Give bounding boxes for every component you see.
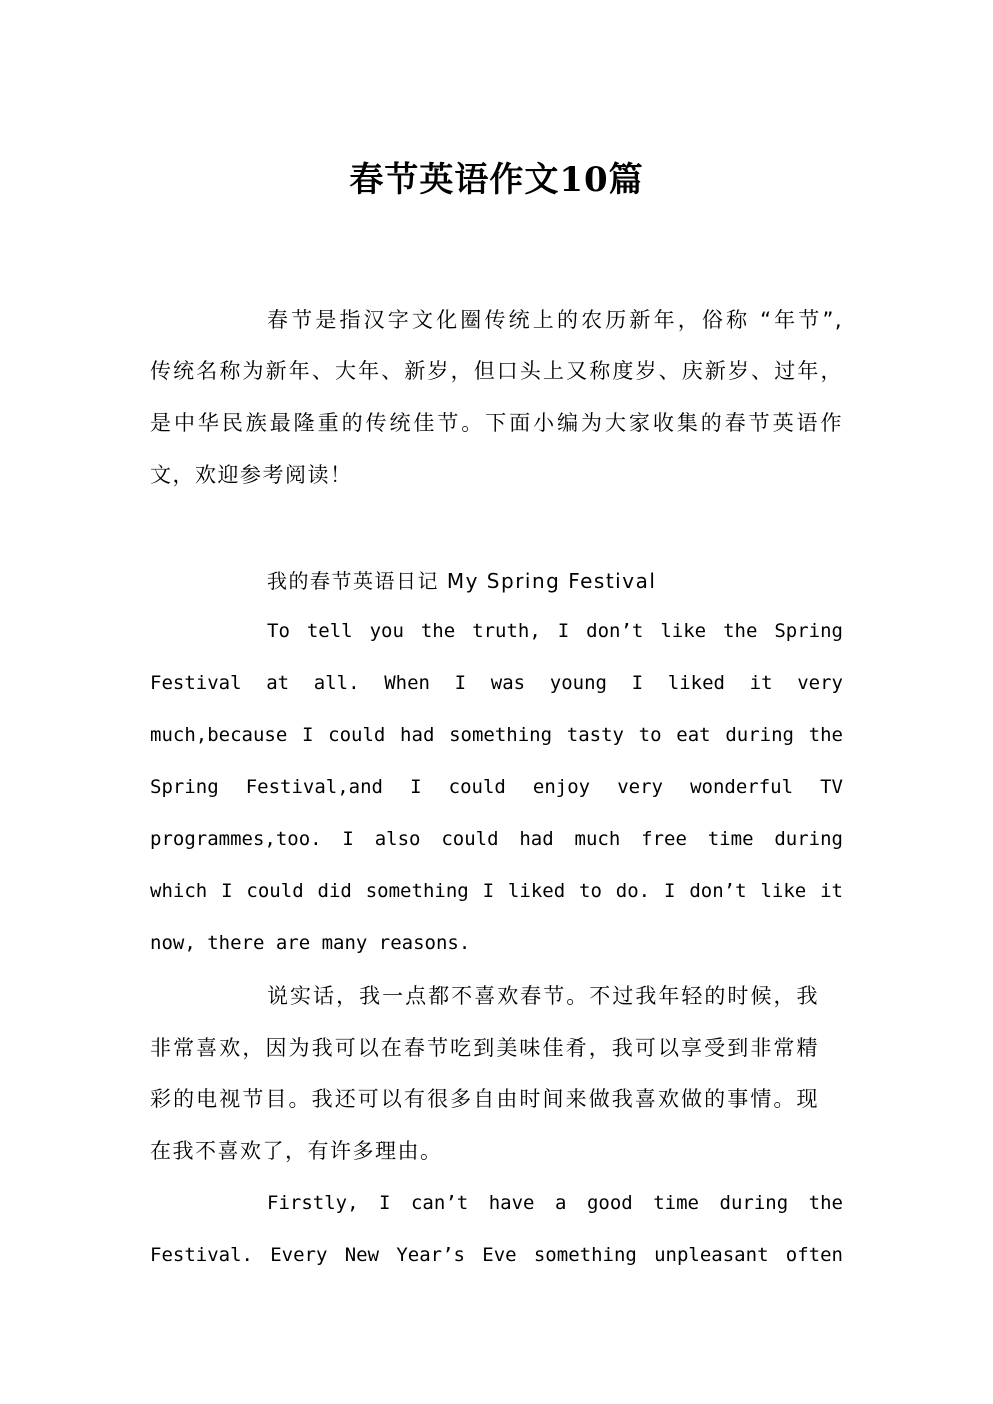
en-para1-line-7: now, there are many reasons. [150, 932, 471, 954]
section-heading: 我的春节英语日记 My Spring Festival [267, 569, 657, 593]
en-para1-line-5: programmes,too. I also could had much free time during [150, 828, 843, 850]
en-para1-line-6: which I could did something I liked to do. I don’t like it [150, 880, 843, 902]
en-para2-line-1: Firstly, I can’t have a good time during the [267, 1192, 843, 1214]
document-title: 春节英语作文10篇 [349, 160, 644, 200]
intro-line-2: 传统名称为新年、大年、新岁，但口头上又称度岁、庆新岁、过年， [150, 359, 843, 383]
cn-para1-line-1: 说实话，我一点都不喜欢春节。不过我年轻的时候，我 [267, 984, 819, 1008]
en-para2-line-2: Festival. Every New Year’s Eve something unpleasant often [150, 1244, 843, 1266]
en-para1-line-3: much,because I could had something tasty to eat during the [150, 724, 843, 746]
cn-para1-line-2: 非常喜欢，因为我可以在春节吃到美味佳肴，我可以享受到非常精 [150, 1036, 819, 1060]
cn-para1-line-3: 彩的电视节目。我还可以有很多自由时间来做我喜欢做的事情。现 [150, 1087, 819, 1111]
intro-line-1: 春节是指汉字文化圈传统上的农历新年，俗称 “年节”, [267, 308, 843, 332]
en-para1-line-2: Festival at all. When I was young I liked it very [150, 672, 843, 694]
en-para1-line-4: Spring Festival,and I could enjoy very wonderful TV [150, 776, 843, 798]
intro-line-3: 是中华民族最隆重的传统佳节。下面小编为大家收集的春节英语作 [150, 411, 843, 435]
cn-para1-line-4: 在我不喜欢了，有许多理由。 [150, 1139, 443, 1163]
en-para1-line-1: To tell you the truth, I don’t like the Spring [267, 620, 843, 642]
intro-line-4: 文，欢迎参考阅读！ [150, 463, 353, 487]
